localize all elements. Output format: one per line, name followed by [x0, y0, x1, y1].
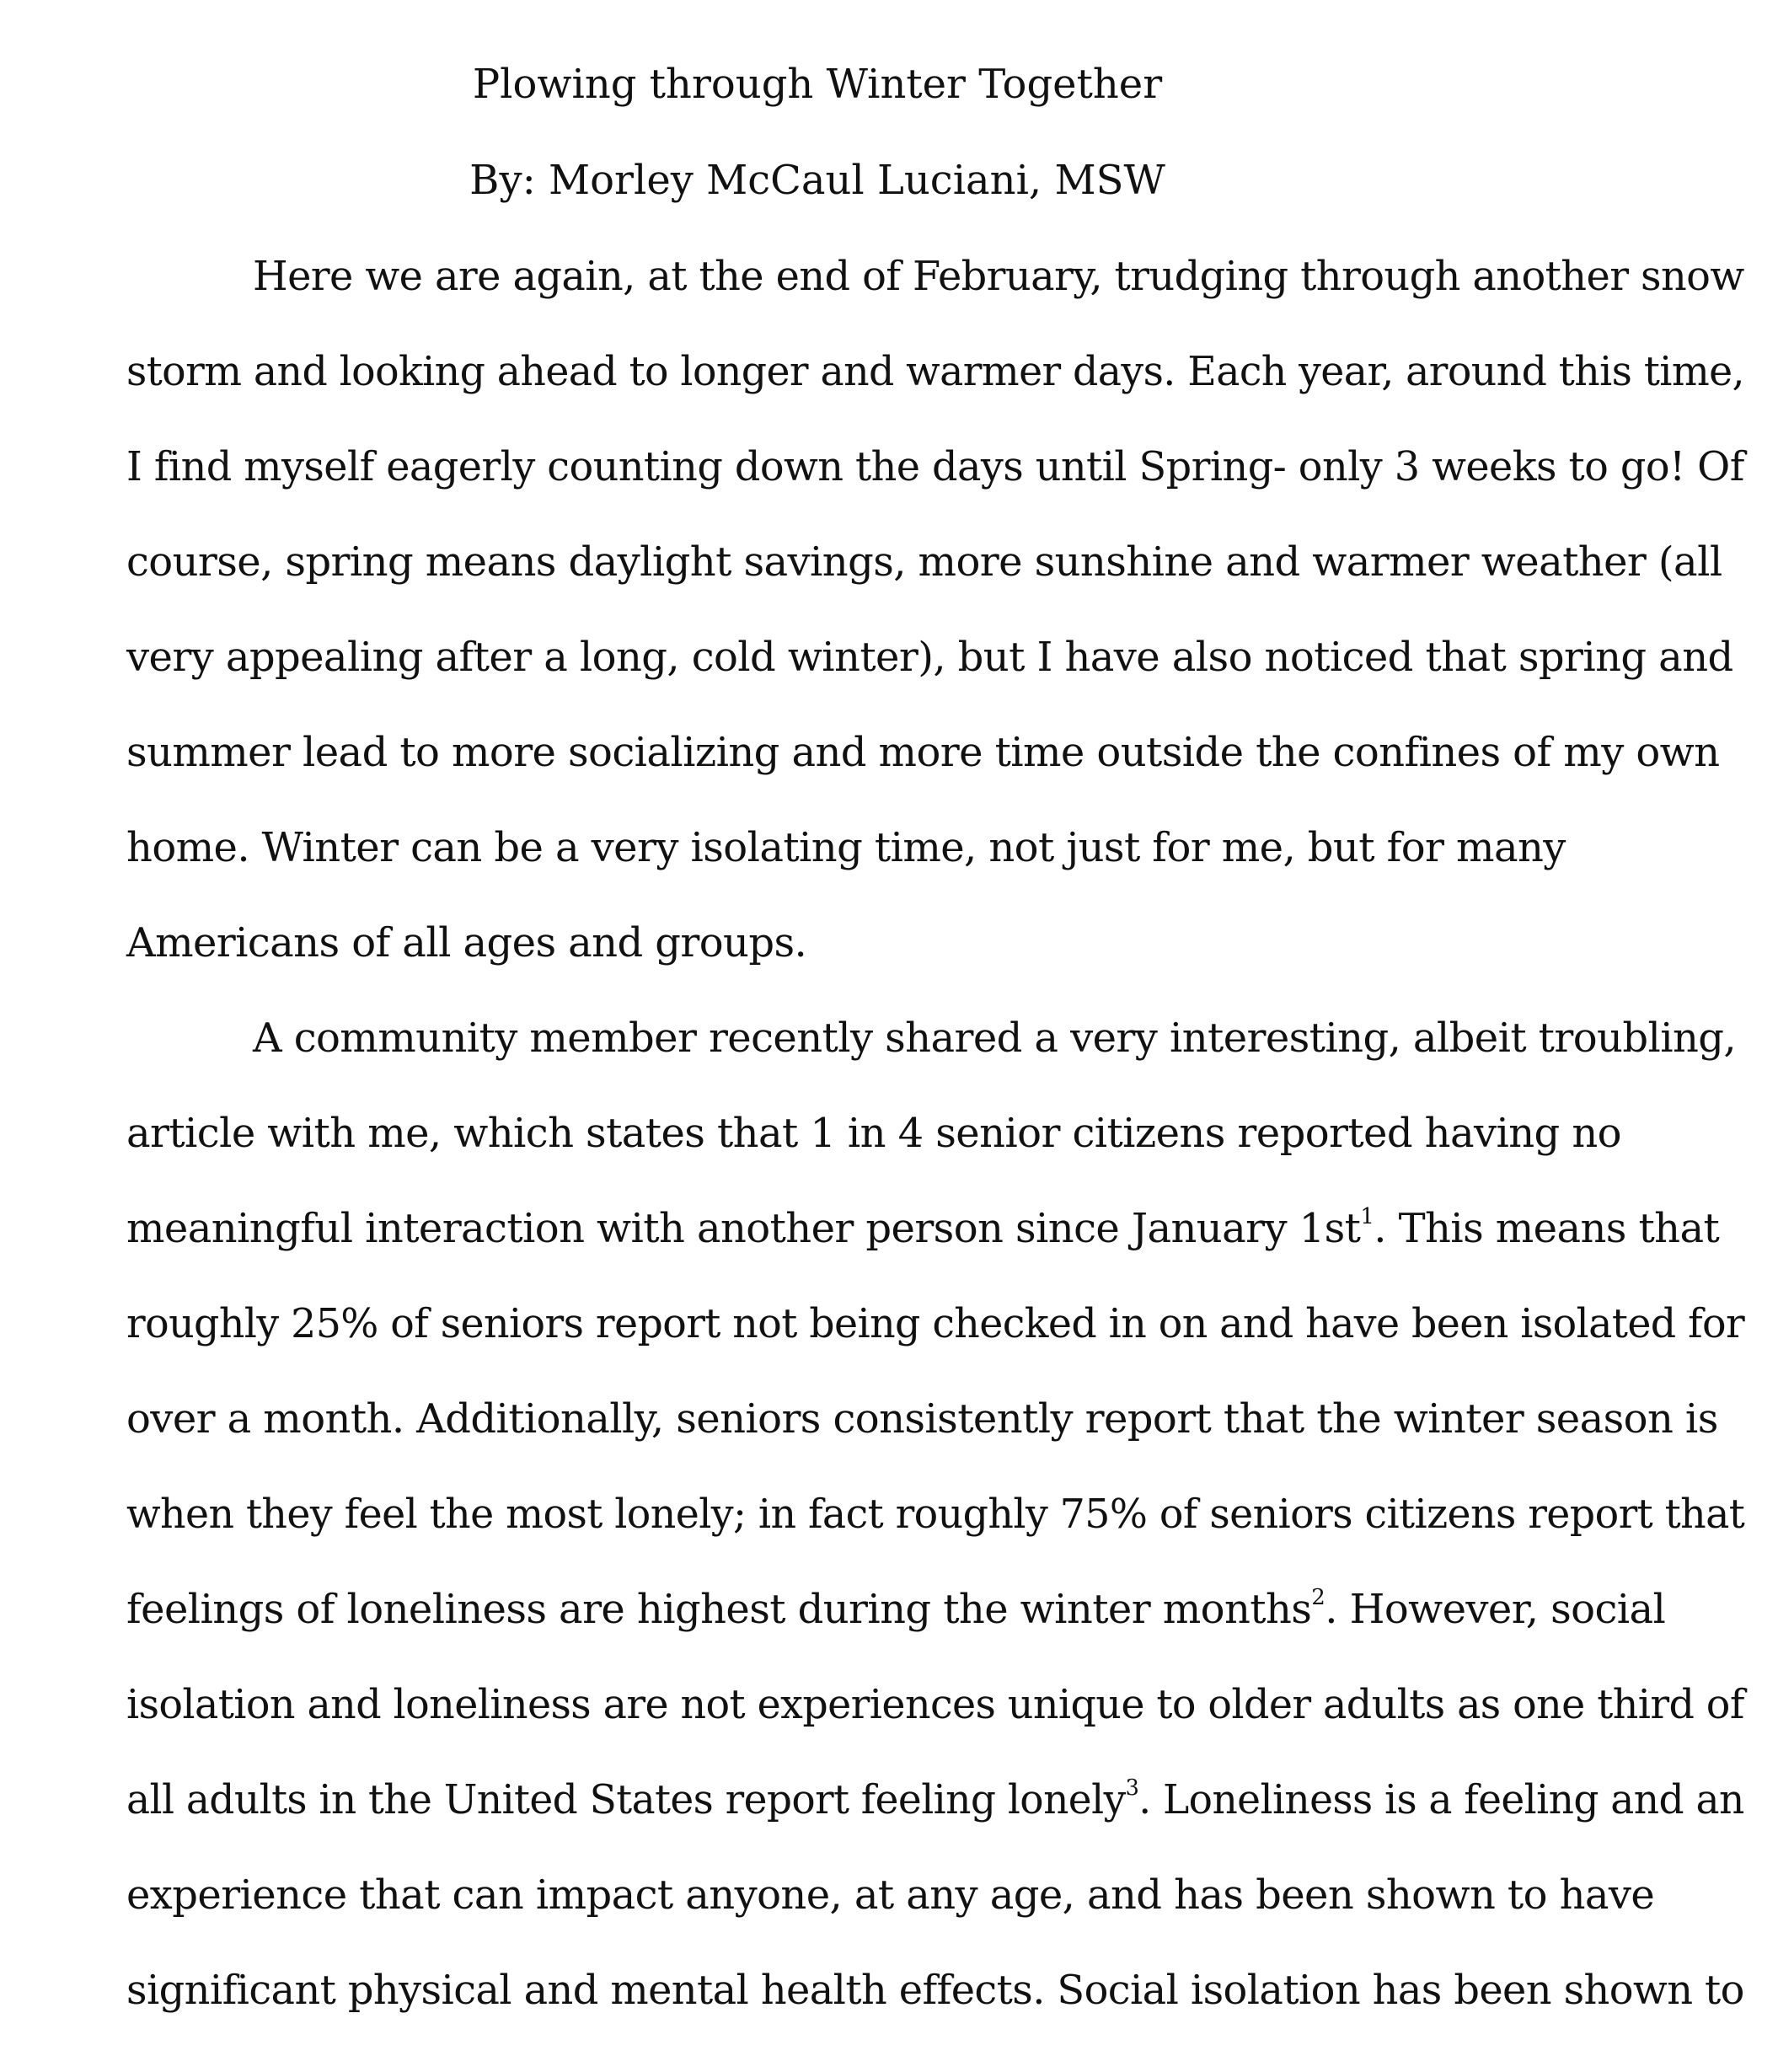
paragraph-2-line-1: A community member recently shared a very interesting, albeit troubling, [253, 1015, 1737, 1062]
paragraph-2-line-6: when they feel the most lonely; in fact roughly 75% of seniors citizens report that [126, 1491, 1745, 1538]
paragraph-2-line-7 [126, 1584, 1665, 1635]
paragraph-2-line-11: significant physical and mental health effects. Social isolation has been shown to [126, 1967, 1744, 2014]
paragraph-1-line-7: home. Winter can be a very isolating time, not just for me, but for many [126, 824, 1566, 871]
paragraph-1-line-3: I find myself eagerly counting down the days until Spring- only 3 weeks to go! Of [126, 443, 1744, 490]
line-text: feelings of loneliness are highest during the winter months [126, 1586, 1312, 1633]
paragraph-2-line-8: isolation and loneliness are not experiences unique to older adults as one third of [126, 1681, 1744, 1728]
paragraph-1-line-5: very appealing after a long, cold winter), but I have also noticed that spring and [126, 634, 1733, 681]
line-text: . However, social [1325, 1586, 1666, 1633]
document-byline: By: Morley McCaul Luciani, MSW [469, 157, 1165, 204]
paragraph-2-line-9 [126, 1775, 1744, 1825]
paragraph-1-line-2: storm and looking ahead to longer and warmer days. Each year, around this time, [126, 348, 1745, 395]
document-title: Plowing through Winter Together [472, 61, 1163, 108]
paragraph-2-line-3 [126, 1203, 1719, 1254]
footnote-marker-3: 3 [1125, 1775, 1139, 1801]
paragraph-1-line-1: Here we are again, at the end of February, trudging through another snow [253, 253, 1744, 300]
paragraph-2-line-5: over a month. Additionally, seniors consistently report that the winter season is [126, 1395, 1718, 1443]
paragraph-2-line-4: roughly 25% of seniors report not being checked in on and have been isolated for [126, 1300, 1745, 1347]
paragraph-1-line-8: Americans of all ages and groups. [126, 919, 807, 966]
line-text: . This means that [1374, 1205, 1720, 1252]
footnote-marker-2: 2 [1311, 1585, 1325, 1610]
paragraph-1-line-6: summer lead to more socializing and more time outside the confines of my own [126, 729, 1720, 776]
line-text: meaningful interaction with another person since January 1st [126, 1205, 1361, 1252]
paragraph-1-line-4: course, spring means daylight savings, more sunshine and warmer weather (all [126, 538, 1722, 586]
line-text: . Loneliness is a feeling and an [1138, 1776, 1744, 1823]
line-text: all adults in the United States report feeling lonely [126, 1776, 1126, 1823]
paragraph-2-line-2: article with me, which states that 1 in 4 senior citizens reported having no [126, 1110, 1621, 1157]
paragraph-2-line-10: experience that can impact anyone, at any age, and has been shown to have [126, 1871, 1655, 1919]
footnote-marker-1: 1 [1360, 1204, 1374, 1229]
